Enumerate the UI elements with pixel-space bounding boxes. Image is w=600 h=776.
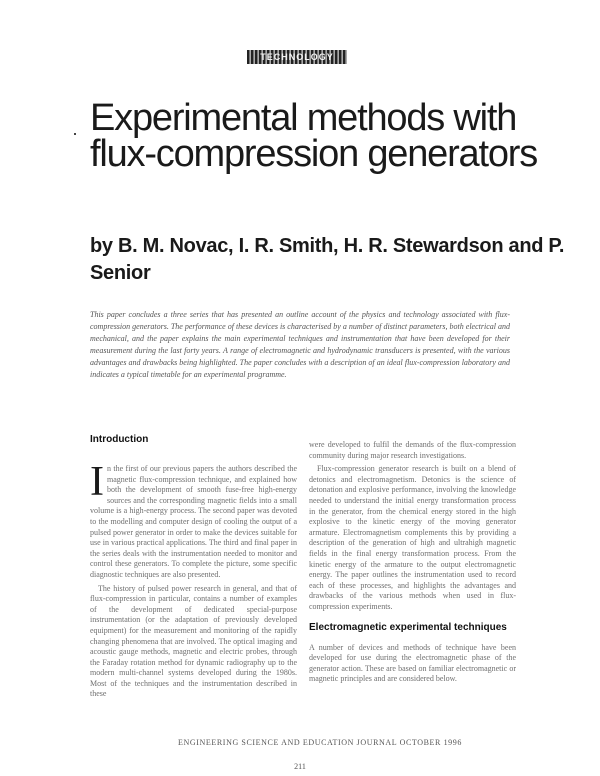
right-paragraph-3: A number of devices and methods of technique have been developed for use during the electromagnetic phase of the generator action. These are based on familiar electromagnetic or magnetic principles and are considered below.	[309, 642, 516, 684]
section-kicker-banner: TECHNOLOGY	[247, 50, 347, 64]
introduction-paragraph-1	[90, 459, 297, 581]
right-column	[309, 440, 516, 685]
page-number: 211	[294, 762, 306, 771]
margin-mark	[74, 133, 76, 135]
journal-footer: ENGINEERING SCIENCE AND EDUCATION JOURNAL OCTOBER 1996	[178, 738, 462, 747]
introduction-heading: Introduction	[90, 434, 149, 445]
right-paragraph-2: Flux-compression generator research is built on a blend of detonics and electromagnetism. Detonics is the science of detonation and explosive performance, involving the knowledge needed to understand the initial energy transformation process in the generator, from the chemical energy stored in the high explosive to the kinetic energy of the moving generator armature. Electromagnetism complements this by providing a description of the generation of high and ultrahigh magnetic fields in the final energy transformation process. From the kinetic energy of the armature to the output electromagnetic energy. The paper outlines the instrumentation used to record each of these processes, and highlights the advantages and drawbacks of the various methods when used in flux-compression experiments.	[309, 464, 516, 611]
drop-cap: I	[90, 459, 104, 505]
electromagnetic-techniques-heading: Electromagnetic experimental techniques	[309, 621, 507, 633]
introduction-paragraph-1-text: n the first of our previous papers the authors described the magnetic flux-compression technique, and explained how both the development of smooth fuse-free high-energy sources and the corresponding magnetic fields into a small volume is a high-energy process. The second paper was devoted to the modelling and computer design of cooling the output of a pulsed power generator in order to make the devices suitable for use in various practical applications. The third and final paper in the series deals with the instrumentation needed to monitor and control these generators. To complete the picture, some specific diagnostic techniques are also presented.	[90, 464, 297, 579]
right-paragraph-1: were developed to fulfil the demands of the flux-compression community during major research investigations.	[309, 440, 516, 460]
article-authors: by B. M. Novac, I. R. Smith, H. R. Stewardson and P. Senior	[90, 235, 565, 284]
article-title: Experimental methods with flux-compression generators	[90, 97, 538, 175]
left-column	[90, 434, 297, 700]
article-abstract: This paper concludes a three series that has presented an outline account of the physics and technology associated with flux-compression generators. The performance of these devices is characterised by a number of distinct parameters, both electrical and mechanical, and the paper explains the main experimental techniques and instrumentation that have been developed for their measurement during the last forty years. A range of electromagnetic and hydrodynamic transducers is presented, with the various advantages and drawbacks being highlighted. The paper concludes with a description of an ideal flux-compression laboratory and indicates a typical timetable for an experimental programme.	[90, 310, 510, 379]
introduction-paragraph-2: The history of pulsed power research in general, and that of flux-compression in particular, contains a number of examples of the development of dedicated special-purpose instrumentation (or the adaptation of previously developed equipment) for the measurement and monitoring of the rapidly changing phenomena that are involved. The optical imaging and acoustic gauge methods, magnetic and electric probes, through the Faraday rotation method for dynamic radiography up to the modern multi-channel systems developed during the 1980s. Most of the techniques and the instrumentation described in these	[90, 583, 297, 699]
